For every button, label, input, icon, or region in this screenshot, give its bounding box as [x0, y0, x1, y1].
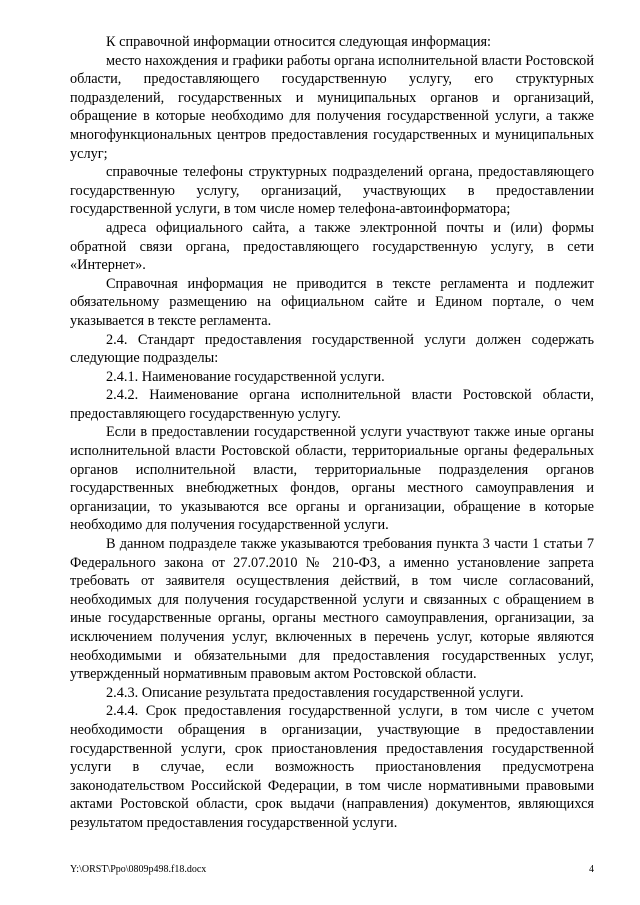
paragraph: адреса официального сайта, а также электронной почты и (или) формы обратной связи органа, предоставляющего государственную услугу, в сети «Интернет».: [70, 219, 594, 274]
paragraph: место нахождения и графики работы органа исполнительной власти Ростовской области, предоставляющего государственную услугу, его структурных подразделений, государственных и муниципальных органов и организаций, обращение в которые необходимо для получения государственной услуги, а также многофункциональных центров предоставления государственных и муниципальных услуг;: [70, 52, 594, 162]
paragraph: 2.4.4. Срок предоставления государственной услуги, в том числе с учетом необходимости обращения в организации, участвующие в предоставлении государственной услуги, срок приостановления предоставления государственной услуги в случае, если возможность приостановления предусмотрена законодательством Российской Федерации, в том числе нормативными правовыми актами Ростовской области, срок выдачи (направления) документов, являющихся результатом предоставления государственной услуги.: [70, 703, 594, 831]
paragraph: справочные телефоны структурных подразделений органа, предоставляющего государственную услугу, организаций, участвующих в предоставлении государственной услуги, в том числе номер телефона-автоинформатора;: [70, 164, 594, 218]
paragraph: Если в предоставлении государственной услуги участвуют также иные органы исполнительной власти Ростовской области, территориальные органы федеральных органов исполнительной власти, территориальные подразделения органов государственных внебюджетных фондов, органы местного самоуправления и организации, то указываются все органы и организации, обращение в которые необходимо для получения государственной услуги.: [70, 424, 594, 534]
paragraph: 2.4.3. Описание результата предоставления государственной услуги.: [106, 684, 524, 701]
paragraph: В данном подразделе также указываются требования пункта 3 части 1 статьи 7 Федерального закона от 27.07.2010 № 210-ФЗ, а именно установление запрета требовать от заявителя осуществления действий, в том числе согласований, необходимых для получения государственной услуги и связанных с обращением в иные государственные органы, органы местного самоуправления, организации, за исключением получения услуг, включенных в перечень услуг, которые являются необходимыми и обязательными для предоставления государственных услуг, утвержденный нормативным правовым актом Ростовской области.: [70, 536, 594, 683]
page-number: 4: [589, 864, 594, 875]
paragraph: К справочной информации относится следующая информация:: [106, 34, 492, 50]
footer-file-path: Y:\ORST\Ppo\0809p498.f18.docx: [70, 864, 207, 875]
paragraph: Справочная информация не приводится в тексте регламента и подлежит обязательному размещению на официальном сайте и Едином портале, о чем указывается в тексте регламента.: [70, 275, 594, 329]
paragraph: 2.4.1. Наименование государственной услуги.: [106, 368, 385, 385]
document-body: [70, 33, 594, 833]
paragraph: 2.4.2. Наименование органа исполнительной власти Ростовской области, предоставляющего государственную услугу.: [70, 387, 594, 422]
paragraph: 2.4. Стандарт предоставления государственной услуги должен содержать следующие подразделы:: [70, 331, 594, 367]
